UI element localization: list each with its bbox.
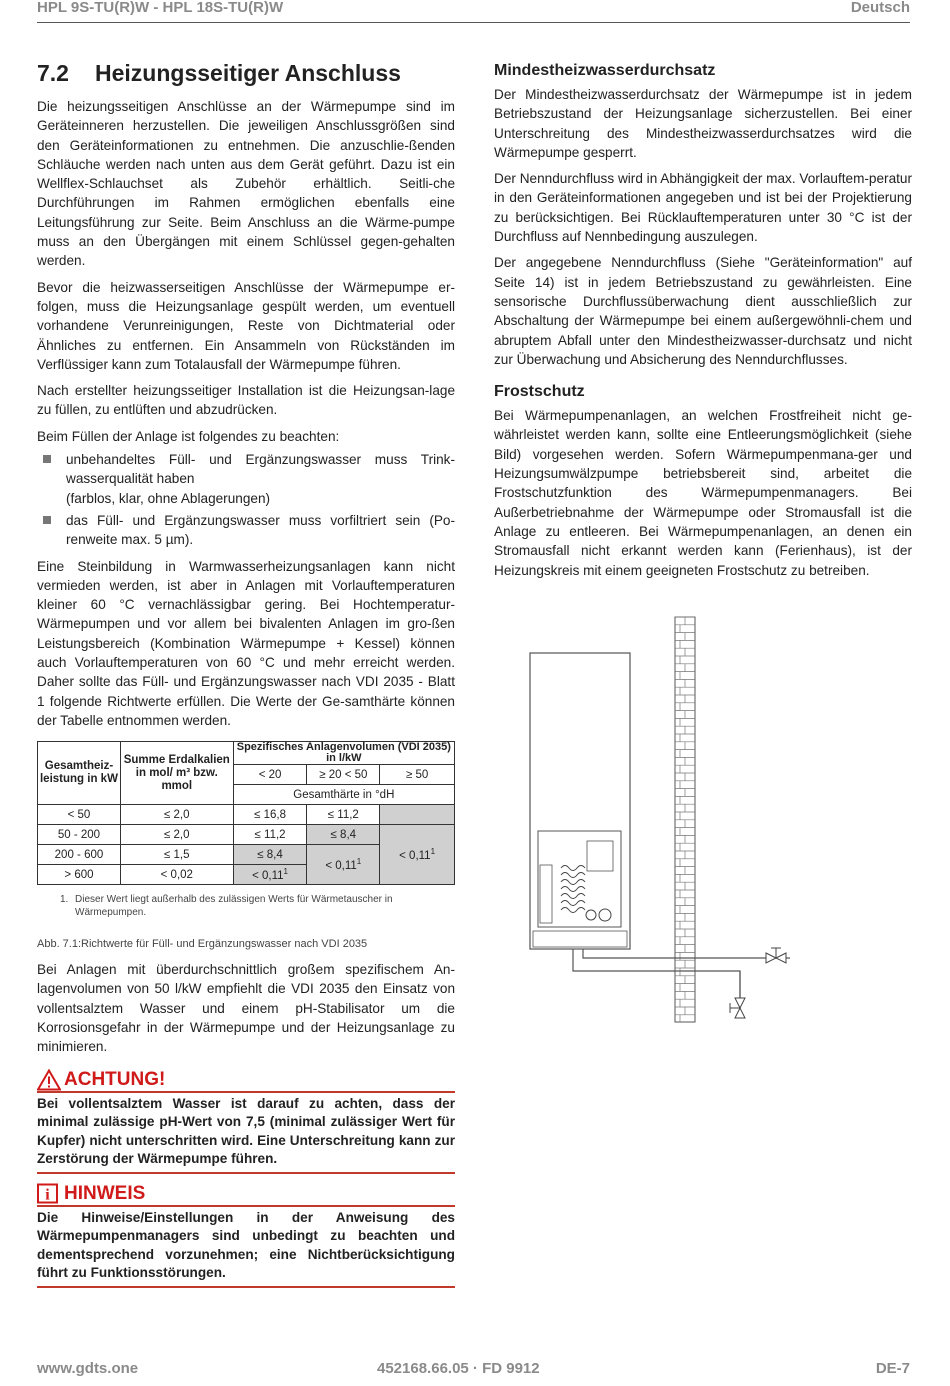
heat-pump-unit [530,653,630,949]
table-cell: < 0,02 [120,865,233,885]
table-header-alkaline: Summe Erdalkalien in mol/ m³ bzw. mmol [120,742,233,805]
table-subheader: ≥ 20 < 50 [307,765,380,785]
table-cell: ≤ 8,4 [307,825,380,845]
bullet-square-icon [43,516,51,524]
list-item-subtext: (farblos, klar, ohne Ablagerungen) [66,490,271,506]
table-cell-text: < 0,11 [399,849,431,862]
paragraph: Bevor die heizwasserseitigen Anschlüsse der Wärmepumpe er-folgen, muss die Heizungsanlage gespült werden, um eventuell vorhandene Verunreinigungen, Reste von Dichtmaterial oder Ähnliches zu entfernen. Ein Ansammeln von Rückständen im Verflüssiger kann zum Totalausfall der Wärmepumpe führen. [37,279,455,372]
header-language: Deutsch [850,0,910,16]
footnote-number: 1. [60,894,69,905]
notice-text: Die Hinweise/Einstellungen in der Anweisung des Wärmepumpenmanagers sind unbedingt zu beachten und dementsprechend vorzunehmen; eine Nichtberücksichtigung führt zu Funktionsstörungen. [37,1207,455,1288]
table-cell: > 600 [38,865,121,885]
paragraph: Die heizungsseitigen Anschlüsse an der Wärmepumpe sind im Geräteinneren herzustellen. Die jeweiligen Anschlussgrößen sind den Geräteinformationen zu entnehmen. Die anzuschlie-ßenden Schläuche werden nach unten aus dem Gerät geführt. Dazu ist ein Wellflex-Schlauchset als Zubehör erhältlich. Seitli-che Durchführungen im Rahmen ermöglichen ebenfalls eine Leitungsführung zur Seite. Beim Anschluss an die Wärme-pumpe muss an den Übergängen mit einem Schlüssel gegen-gehalten werden. [37,99,455,269]
heading-frost: Frostschutz [494,383,585,401]
paragraph: Der Mindestheizwasserdurchsatz der Wärmepumpe ist in jedem Betriebszustand der Heizungsanlage sicherzustellen. Bei einer Unterschreitung des Mindestheizwasserdurchsatzes wird die Wärmepumpe gesperrt. [494,87,912,160]
footer-website: www.gdts.one [37,1360,139,1377]
notice-title-text: HINWEIS [64,1183,146,1204]
list-item-text: das Füll- und Ergänzungswasser muss vorfiltriert sein (Po-renweite max. 5 µm). [66,512,455,548]
drain-valve-icon [730,998,745,1018]
table-cell: ≤ 11,2 [233,825,307,845]
table-cell: ≤ 2,0 [120,805,233,825]
hardness-table [37,741,455,885]
paragraph: Nach erstellter heizungsseitiger Installation ist die Heizungsan-lage zu füllen, zu entlüften und abzudrücken. [37,383,455,418]
paragraph: Bei Anlagen mit überdurchschnittlich großem spezifischem An-lagenvolumen von 50 l/kW empfiehlt die VDI 2035 den Einsatz von vollentsalztem Wasser und einem pH-Stabilisator um die Korrosionsgefahr in der Wärmepumpe und der Heizungsanlage zu minimieren. [37,962,455,1055]
list-item [37,450,455,508]
table-cell-empty [380,805,455,825]
drain-valve-icon [766,948,786,963]
table-cell: ≤ 2,0 [120,825,233,845]
table-cell: 200 - 600 [38,845,121,865]
left-column [37,60,455,737]
warning-box [37,1069,455,1174]
warning-title-text: ACHTUNG! [64,1069,166,1090]
table-cell: ≤ 11,2 [307,805,380,825]
drain-installation-drawing [525,613,805,1023]
table-cell: < 50 [38,805,121,825]
footnote-marker: 1 [430,847,436,857]
table-header-power: Gesamtheiz-leistung in kW [38,742,121,805]
paragraph: Bei Wärmepumpenanlagen, an welchen Frostfreiheit nicht ge-währleistet werden kann, sollte eine Entleerungsmöglichkeit (siehe Bild) vorgesehen werden. Sofern Wärmepumpenmana-ger und Heizungsumwälzpumpe betriebsbereit sind, arbeitet die Frostschutzfunktion des Wärmepumpenmanagers. Bei Außerbetriebnahme der Wärmepumpe oder Stromausfall ist die Anlage zu entleeren. Bei Wärmepumpenanlagen, an denen ein Stromausfall nicht erkannt werden kann (Ferienhaus), ist der Heizungskreis mit einem geeigneten Frostschutz zu betreiben. [494,408,912,578]
table-cell: ≤ 1,5 [120,845,233,865]
table-cell-text: < 0,11 [325,859,357,872]
warning-triangle-icon [37,1069,61,1097]
footnote-text: Dieser Wert liegt außerhalb des zulässigen Werts für Wärmetauscher in Wärmepumpen. [75,894,393,918]
notice-box [37,1183,455,1288]
paragraph: Beim Füllen der Anlage ist folgendes zu beachten: [37,428,340,444]
table-cell: ≤ 16,8 [233,805,307,825]
table-row [38,825,455,845]
table-subheader: ≥ 50 [380,765,455,785]
table-cell-merged-mid [307,845,380,885]
table-cell: ≤ 8,4 [233,845,307,865]
warning-text: Bei vollentsalztem Wasser ist darauf zu achten, dass der minimal zulässige pH-Wert von 7,5 (minimal zulässiger Wert für Kupfer) nicht unterschritten wird. Eine Unterschreitung kann zur Zerstörung der Wärmepumpe führen. [37,1093,455,1174]
paragraph: Der Nenndurchfluss wird in Abhängigkeit der max. Vorlauftem-peratur in den Geräteinformationen angegeben und ist bei der Projektierung zu berücksichtigen. Bei Rücklauftemperaturen unter 30 °C ist der Durchfluss auf Nennbedingung auszulegen. [494,171,912,245]
list-item-text: unbehandeltes Füll- und Ergänzungswasser muss Trink-wasserqualität haben [66,452,455,487]
footer-page-number: DE-7 [875,1360,910,1377]
table-cell-merged-right [380,825,455,885]
heading-min-flow: Mindestheizwasserdurchsatz [494,62,716,79]
section-title [37,60,455,87]
table-header-volume: Spezifisches Anlagenvolumen (VDI 2035) in l/kW [233,742,454,765]
svg-text:i: i [45,1186,50,1204]
table-unit-header: Gesamthärte in °dH [233,785,454,805]
table-cell: 50 - 200 [38,825,121,845]
paragraph-block [37,960,455,1063]
info-icon [37,1183,59,1210]
section-number: 7.2 [37,60,69,86]
footnote-marker: 1 [356,857,362,867]
header-model: HPL 9S-TU(R)W - HPL 18S-TU(R)W [37,0,284,16]
table-row [38,805,455,825]
figure-caption: Abb. 7.1:Richtwerte für Füll- und Ergänzungswasser nach VDI 2035 [37,938,368,950]
paragraph: Der angegebene Nenndurchfluss (Siehe "Geräteinformation" auf Seite 14) ist in jedem Betriebszustand zu gewährleisten. Eine sensorische Durchflussüberwachung dient ausschließlich zur Abschaltung der Wärmepumpe bei einem außergewöhnli-chem und abruptem Abfall unter den Mindestheizwasser-durchsatz und nicht zur Überwachung und Absicherung des Nenndurchflusses. [494,255,912,367]
section-title-text: Heizungsseitiger Anschluss [95,60,401,86]
list-item [37,511,455,550]
footnote-marker: 1 [283,867,288,877]
right-column [494,62,912,587]
table-cell [233,865,307,885]
table-cell-text: < 0,11 [252,869,284,882]
footer-docnumber: 452168.66.05 · FD 9912 [377,1360,540,1377]
notice-title [37,1183,455,1207]
page-header [37,0,910,23]
bullet-square-icon [43,455,51,463]
table-footnote [60,893,455,919]
bullet-list [37,450,455,549]
paragraph: Eine Steinbildung in Warmwasserheizungsanlagen kann nicht vermieden werden, ist aber in Anlagen mit Vorlauftemperaturen kleiner 60 °C vernachlässigbar gering. Bei Hochtemperatur-Wärmepumpen und vor allem bei bivalenten Anlagen im gro-ßen Leistungsbereich (Kombination Wärmepumpe + Kessel) können auch Vorlauftemperaturen von 60 °C und mehr erreicht werden. Daher sollte das Füll- und Ergänzungswasser nach VDI 2035 - Blatt 1 folgende Richtwerte erfüllen. Die Werte der Ge-samthärte können der Tabelle entnommen werden. [37,558,455,728]
warning-title [37,1069,455,1093]
table-subheader: < 20 [233,765,307,785]
